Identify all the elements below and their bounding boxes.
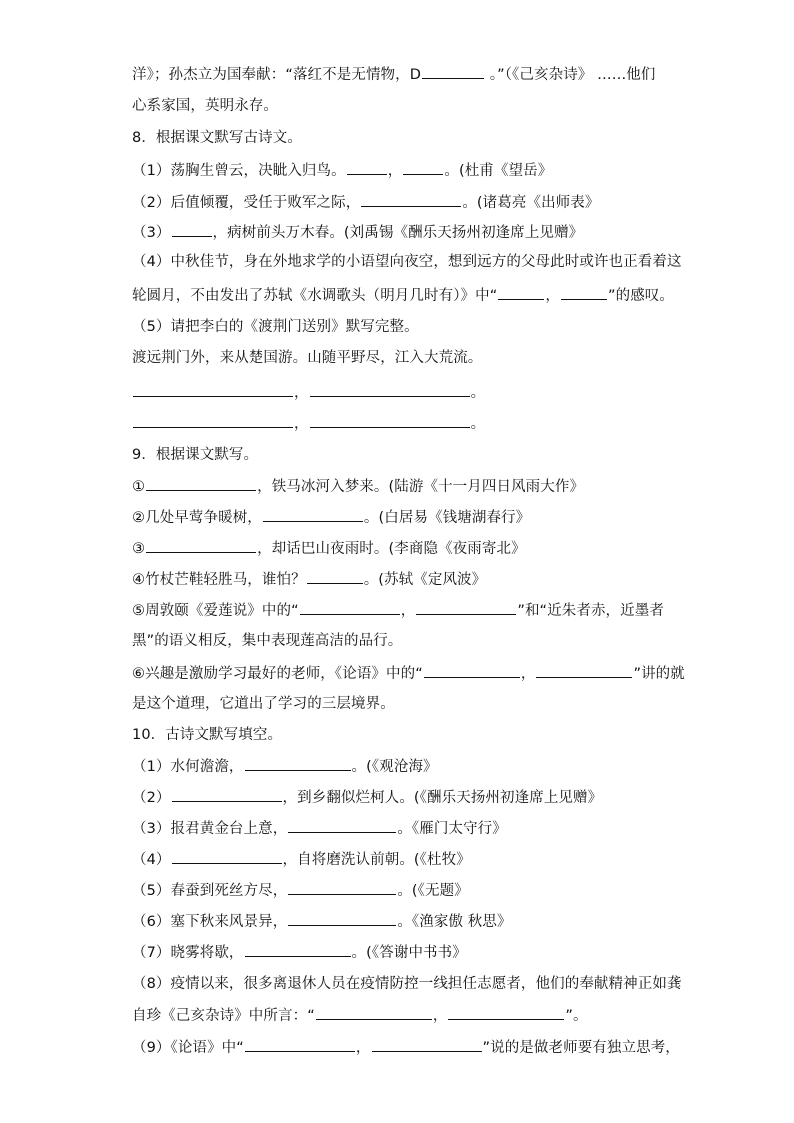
line-text: 。(《答谢中书书》	[351, 945, 467, 961]
fill-in-blank[interactable]	[310, 413, 470, 428]
fill-in-blank[interactable]	[310, 382, 470, 397]
fill-in-blank[interactable]	[288, 880, 396, 895]
line-text: ，病树前头万木春。(刘禹锡《酬乐天扬州初逢席上见赠》	[212, 225, 584, 241]
text-line	[132, 631, 402, 651]
text-line	[132, 600, 664, 621]
line-text: 心系家国，英明永存。	[132, 98, 278, 114]
fill-in-blank[interactable]	[561, 285, 607, 300]
line-text: ，却话巴山夜雨时。(李商隐《夜雨寄北》	[257, 541, 526, 557]
text-line	[132, 222, 583, 243]
text-line	[132, 694, 395, 714]
line-text: ”讲的就	[633, 666, 685, 682]
text-line	[132, 64, 656, 85]
line-text: 。(《观沧海》	[351, 759, 438, 775]
line-text: （3）	[132, 225, 171, 241]
fill-in-blank[interactable]	[361, 192, 461, 207]
fill-in-blank[interactable]	[133, 413, 293, 428]
line-text: （5）请把李白的《渡荆门送别》默写完整。	[132, 319, 419, 335]
text-line	[132, 1005, 588, 1026]
line-text: 。(《无题》	[397, 883, 469, 899]
line-text: 。(诸葛亮《出师表》	[462, 195, 600, 211]
fill-in-blank[interactable]	[245, 942, 351, 957]
line-text: （4）	[132, 852, 171, 868]
line-text: 是这个道理，它道出了学习的三层境界。	[132, 696, 395, 712]
text-line	[132, 445, 258, 465]
line-text: ”说的是做老师要有独立思考，	[482, 1040, 680, 1056]
fill-in-blank[interactable]	[245, 1037, 355, 1052]
fill-in-blank[interactable]	[172, 222, 212, 237]
line-text: 黑”的语义相反，集中表现莲高洁的品行。	[132, 633, 403, 649]
fill-in-blank[interactable]	[146, 538, 256, 553]
line-text: ”的感叹。	[607, 288, 674, 304]
text-line	[132, 382, 485, 403]
line-text: （6）塞下秋来风景异，	[132, 914, 288, 930]
text-line	[132, 413, 485, 434]
fill-in-blank[interactable]	[416, 600, 516, 615]
line-text: 8．根据课文默写古诗文。	[132, 130, 302, 146]
text-line	[132, 974, 682, 994]
line-text: （2）后值倾覆，受任于败军之际，	[132, 195, 361, 211]
text-line	[132, 849, 471, 870]
line-text: ，	[520, 666, 536, 682]
text-line	[132, 348, 482, 368]
line-text: 渡远荆门外，来从楚国游。山随平野尽，江入大荒流。	[132, 350, 483, 366]
line-text: （5）春蚕到死丝方尽，	[132, 883, 288, 899]
text-line	[132, 252, 682, 272]
fill-in-blank[interactable]	[288, 818, 396, 833]
fill-in-blank[interactable]	[424, 663, 520, 678]
line-text: 洋》；孙杰立为国奉献：“落红不是无情物，D	[132, 67, 422, 83]
text-line	[132, 285, 674, 306]
text-line	[132, 160, 552, 181]
fill-in-blank[interactable]	[172, 849, 282, 864]
line-text: ，到乡翻似烂柯人。(《酬乐天扬州初逢席上见赠》	[282, 790, 603, 806]
fill-in-blank[interactable]	[536, 663, 632, 678]
line-text: 。	[470, 416, 486, 432]
line-text: 9．根据课文默写。	[132, 447, 259, 463]
text-line	[132, 942, 467, 963]
text-line	[132, 192, 599, 213]
fill-in-blank[interactable]	[288, 911, 396, 926]
fill-in-blank[interactable]	[422, 64, 484, 79]
line-text: ，	[294, 385, 309, 401]
line-text: 轮圆月，不由发出了苏轼《水调歌头（明月几时有）》中“	[132, 288, 498, 304]
line-text: 10．古诗文默写填空。	[132, 727, 283, 743]
line-text: ，自将磨洗认前朝。(《杜牧》	[282, 852, 471, 868]
line-text: ，	[400, 603, 416, 619]
line-text: ，	[432, 1008, 448, 1024]
line-text: 。《雁门太守行》	[397, 821, 507, 837]
fill-in-blank[interactable]	[403, 160, 443, 175]
text-line	[132, 725, 282, 745]
text-line	[132, 538, 526, 559]
fill-in-blank[interactable]	[372, 1037, 482, 1052]
fill-in-blank[interactable]	[300, 600, 400, 615]
text-line	[132, 911, 512, 932]
text-line	[132, 663, 685, 684]
line-text: ④竹杖芒鞋轻胜马，谁怕？	[132, 572, 306, 588]
text-line	[132, 128, 302, 148]
line-text: 。(杜甫《望岳》	[444, 163, 553, 179]
line-text: （8）疫情以来，很多离退休人员在疫情防控一线担任志愿者，他们的奉献精神正如龚	[132, 976, 682, 992]
line-text: 。	[470, 385, 486, 401]
line-text: 。(苏轼《定风波》	[363, 572, 487, 588]
text-line	[132, 507, 530, 528]
line-text: ，	[355, 1040, 371, 1056]
text-line	[132, 476, 584, 497]
text-line	[132, 756, 438, 777]
line-text: ②几处早莺争暖树，	[132, 510, 262, 526]
fill-in-blank[interactable]	[245, 756, 351, 771]
fill-in-blank[interactable]	[263, 507, 363, 522]
line-text: 自珍《己亥杂诗》中所言：“	[132, 1008, 315, 1024]
fill-in-blank[interactable]	[316, 1005, 432, 1020]
text-line	[132, 787, 602, 808]
line-text: ，	[294, 416, 309, 432]
line-text: （4）中秋佳节，身在外地求学的小语望向夜空，想到远方的父母此时或许也正看着这	[132, 254, 682, 270]
text-line	[132, 880, 469, 901]
fill-in-blank[interactable]	[146, 476, 256, 491]
line-text: （7）晓雾将歇，	[132, 945, 244, 961]
text-line	[132, 1037, 680, 1058]
line-text: （2）	[132, 790, 171, 806]
line-text: ⑥兴趣是激励学习最好的老师，《论语》中的“	[132, 666, 423, 682]
line-text: ”和“近朱者赤，近墨者	[517, 603, 664, 619]
line-text: （3）报君黄金台上意，	[132, 821, 288, 837]
line-text: ①	[132, 479, 146, 495]
text-line	[132, 569, 486, 590]
line-text: ”。	[565, 1008, 588, 1024]
fill-in-blank[interactable]	[172, 787, 282, 802]
line-text: ，铁马冰河入梦来。(陆游《十一月四日风雨大作》	[257, 479, 585, 495]
line-text: （1）水何澹澹，	[132, 759, 244, 775]
line-text: ，	[545, 288, 560, 304]
text-line	[132, 96, 278, 116]
text-line	[132, 317, 419, 337]
fill-in-blank[interactable]	[347, 160, 387, 175]
line-text: （1）荡胸生曾云，决眦入归鸟。	[132, 163, 346, 179]
line-text: 。”（《己亥杂诗》 ……他们	[485, 67, 656, 83]
fill-in-blank[interactable]	[498, 285, 544, 300]
fill-in-blank[interactable]	[448, 1005, 564, 1020]
text-line	[132, 818, 507, 839]
line-text: ，	[387, 163, 403, 179]
fill-in-blank[interactable]	[307, 569, 363, 584]
line-text: （9）《论语》中“	[132, 1040, 244, 1056]
line-text: ⑤周敦颐《爱莲说》中的“	[132, 603, 299, 619]
fill-in-blank[interactable]	[133, 382, 293, 397]
line-text: 。(白居易《钱塘湖春行》	[363, 510, 531, 526]
line-text: 。《渔家傲 秋思》	[397, 914, 512, 930]
line-text: ③	[132, 541, 146, 557]
